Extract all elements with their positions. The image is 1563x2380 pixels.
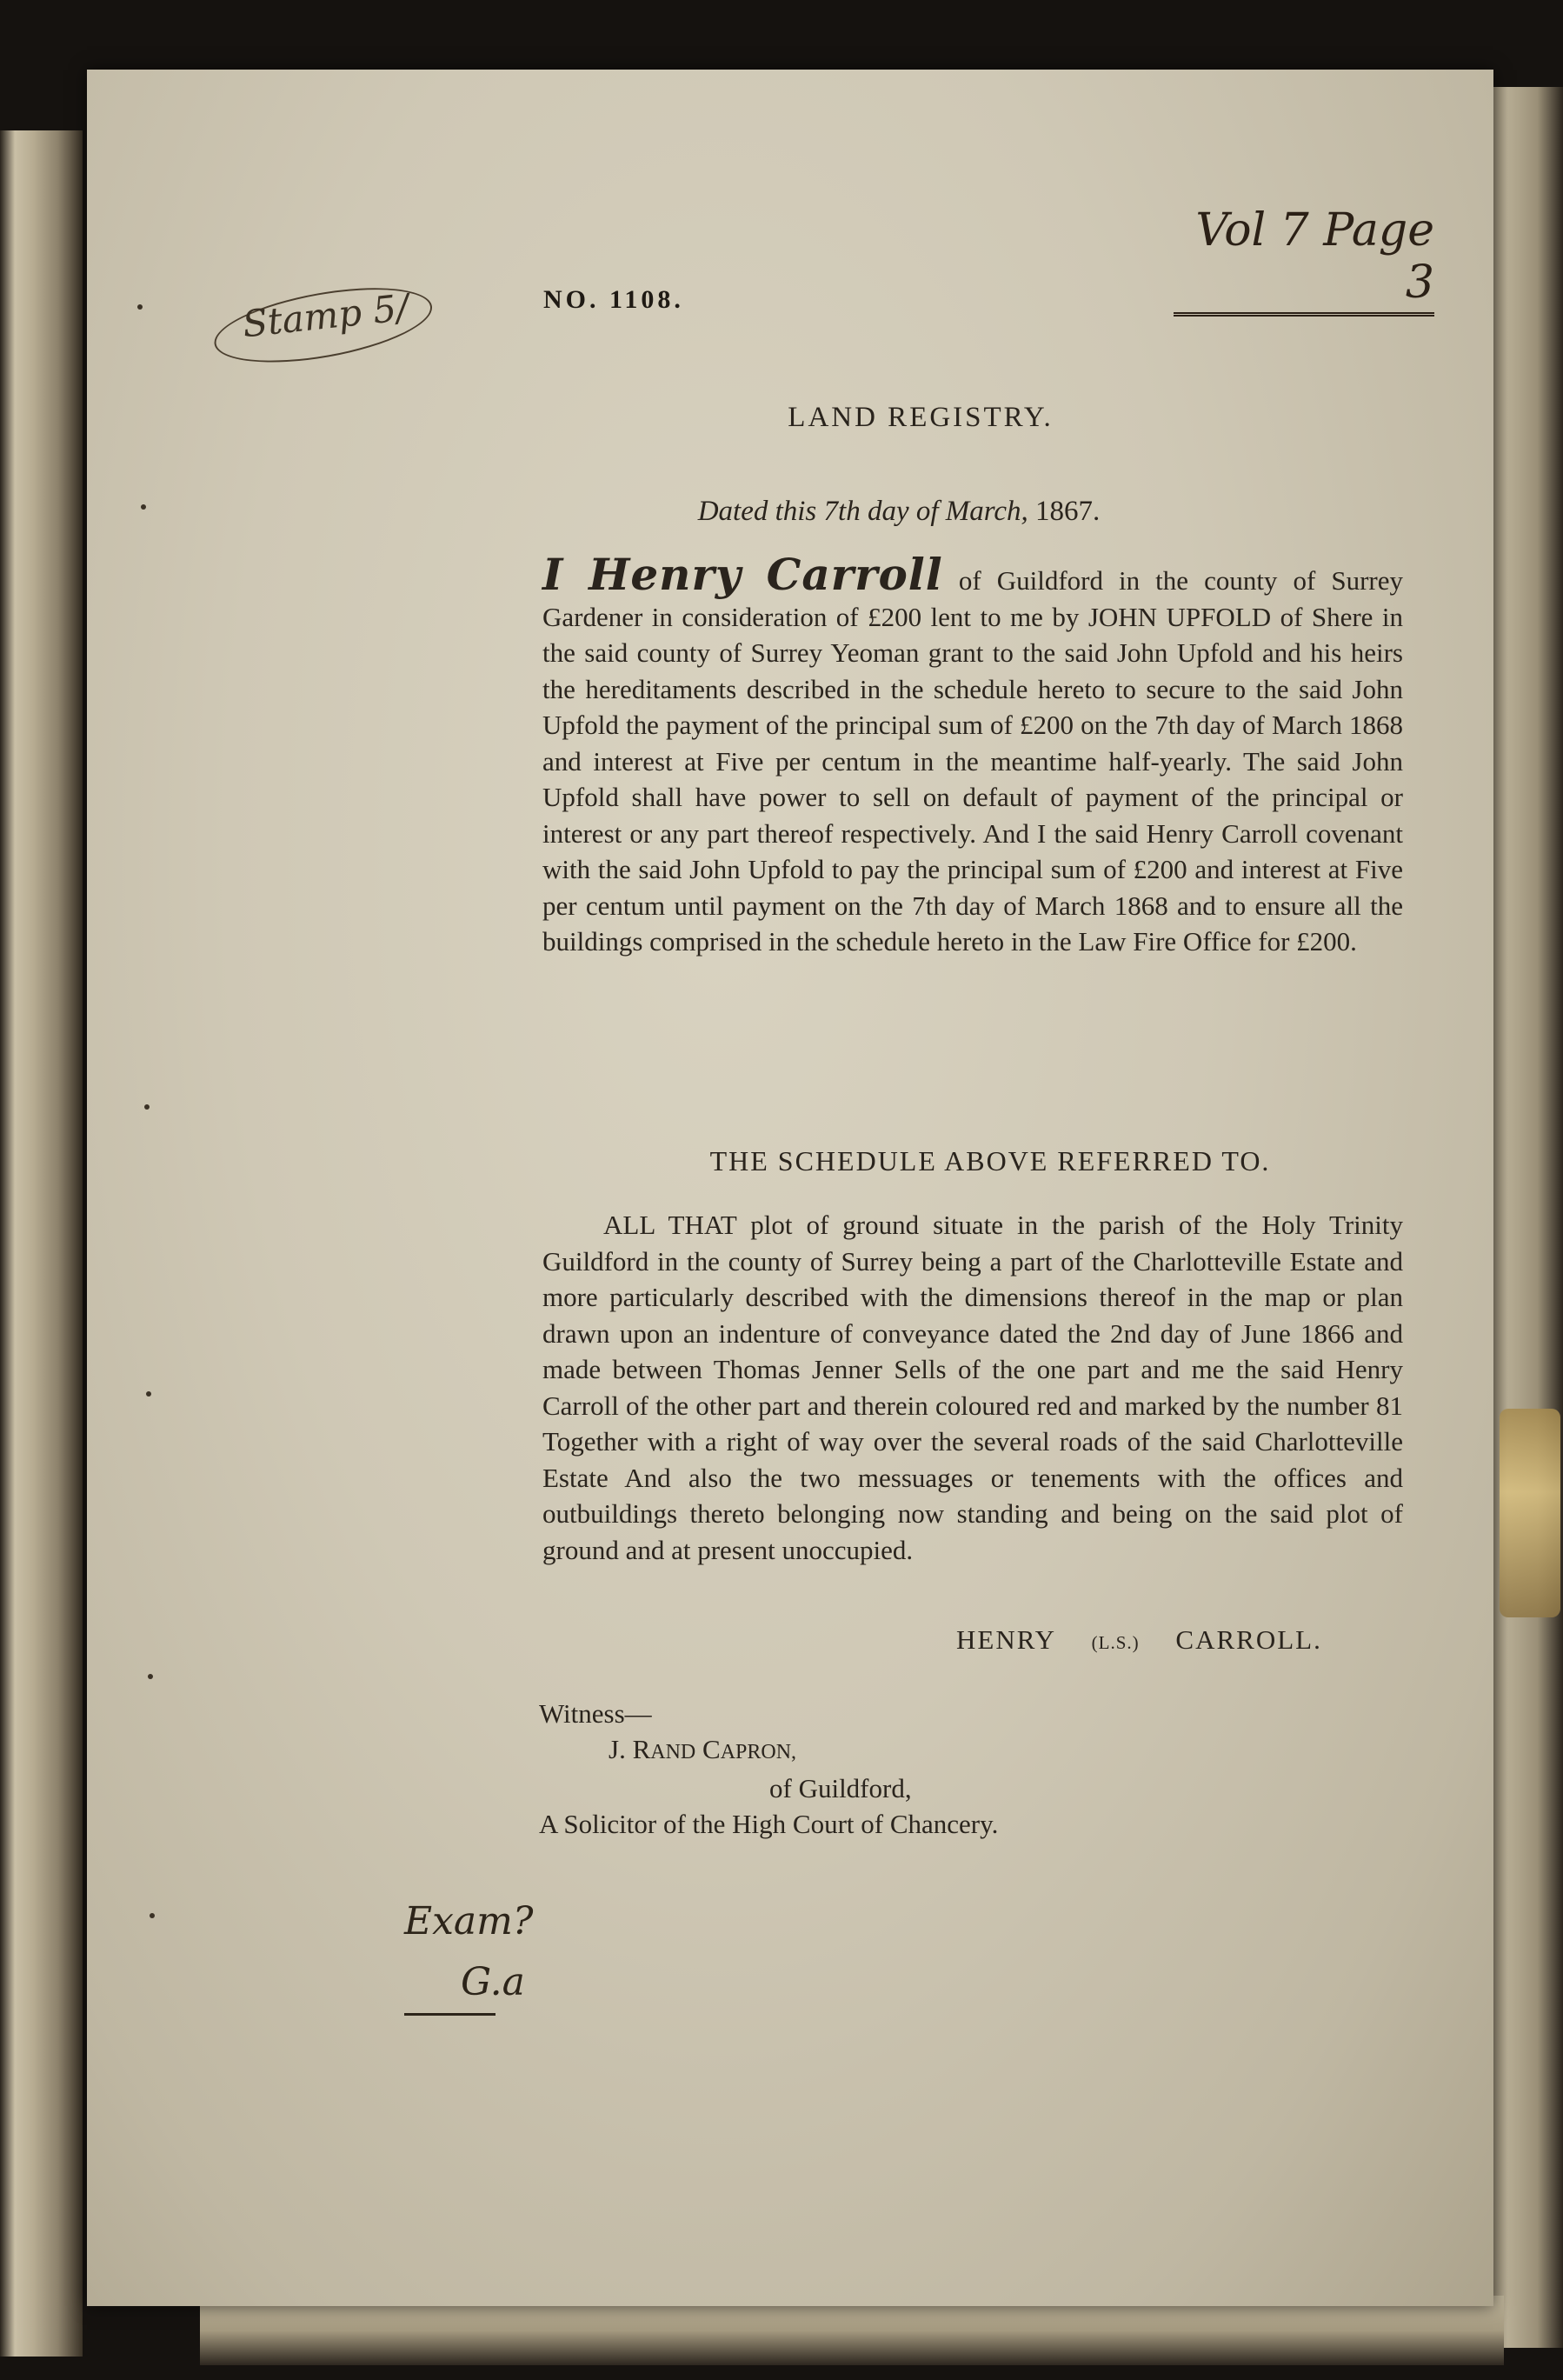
binding-hole — [137, 304, 143, 310]
deed-paragraph — [542, 549, 1403, 960]
witness-title: A Solicitor of the High Court of Chancery. — [539, 1809, 999, 1839]
stamp-note-handwritten — [214, 270, 465, 383]
witness-label: Witness— — [539, 1698, 652, 1729]
witness-place: of Guildford, — [769, 1773, 912, 1803]
binding-hole — [144, 1104, 150, 1110]
deed-body-text: of Guildford in the county of Surrey Gardener in consideration of £200 lent to me by JOHN UPFOLD of Shere in the said county of Surrey Yeoman grant to the said John Upfold and his heirs the hereditaments described in the schedule hereto to secure to the said John Upfold the payment of the principal sum of £200 on the 7th day of March 1868 and interest at Five per centum in the meantime half-yearly. The said John Upfold shall have power to sell on default of payment of the principal or interest or any part thereof respectively. And I the said Henry Carroll covenant with the said John Upfold to pay the principal sum of £200 and interest at Five per centum until payment on the 7th day of March 1868 and to ensure all the buildings comprised in the schedule hereto in the Law Fire Office for £200. — [542, 565, 1403, 957]
exam-note-initials: G.a — [404, 1952, 496, 2016]
signature-last-name: CARROLL. — [1175, 1624, 1322, 1655]
dated-line — [87, 496, 1493, 528]
schedule-heading: THE SCHEDULE ABOVE REFERRED TO. — [709, 1145, 1271, 1177]
signature-first-name: HENRY — [956, 1624, 1055, 1655]
damage-stain — [1500, 1409, 1560, 1617]
witness-name — [539, 1731, 998, 1770]
witness-surname-rest: APRON, — [720, 1741, 797, 1763]
page-stack-left-edge — [0, 130, 83, 2357]
exam-note-handwritten — [404, 1891, 533, 2016]
dated-prefix: Dated this 7th day of March, — [697, 496, 1028, 527]
dated-year: 1867. — [1035, 496, 1101, 527]
schedule-paragraph: ALL THAT plot of ground situate in the parish of the Holy Trinity Guildford in the county of Surrey being a part of the Charlotteville Estate and more particularly described with the dimensions thereof in the map or plan drawn upon an indenture of conveyance dated the 2nd day of June 1866 and made between Thomas Jenner Sells of the one part and me the said Henry Carroll of the other part and therein coloured red and marked by the number 81 Together with a right of way over the several roads of the said Charlotteville Estate And also the two messuages or tenements with the offices and outbuildings thereto belonging now standing and being on the said plot of ground and at present unoccupied. — [542, 1210, 1403, 1565]
registry-title: LAND REGISTRY. — [788, 402, 1054, 433]
document-page — [87, 70, 1493, 2306]
witness-name-initial: J. R — [609, 1734, 651, 1764]
stamp-note-text: Stamp 5/ — [240, 285, 411, 346]
binding-hole — [150, 1913, 155, 1918]
exam-note-word: Exam? — [404, 1899, 534, 1943]
signature-seal: (L.S.) — [1091, 1632, 1140, 1653]
witness-surname-initial: C — [702, 1734, 721, 1764]
deed-opening-name: I Henry Carroll — [542, 549, 943, 600]
volume-reference-handwritten: Vol 7 Page 3 — [1174, 204, 1434, 317]
witness-block — [539, 1696, 998, 1842]
binding-hole — [146, 1391, 151, 1397]
witness-name-rest: AND — [650, 1741, 696, 1763]
signature-line — [956, 1624, 1322, 1656]
binding-hole — [148, 1674, 153, 1679]
page-stack-bottom-edge — [200, 2296, 1504, 2365]
document-number: NO. 1108. — [543, 285, 684, 314]
